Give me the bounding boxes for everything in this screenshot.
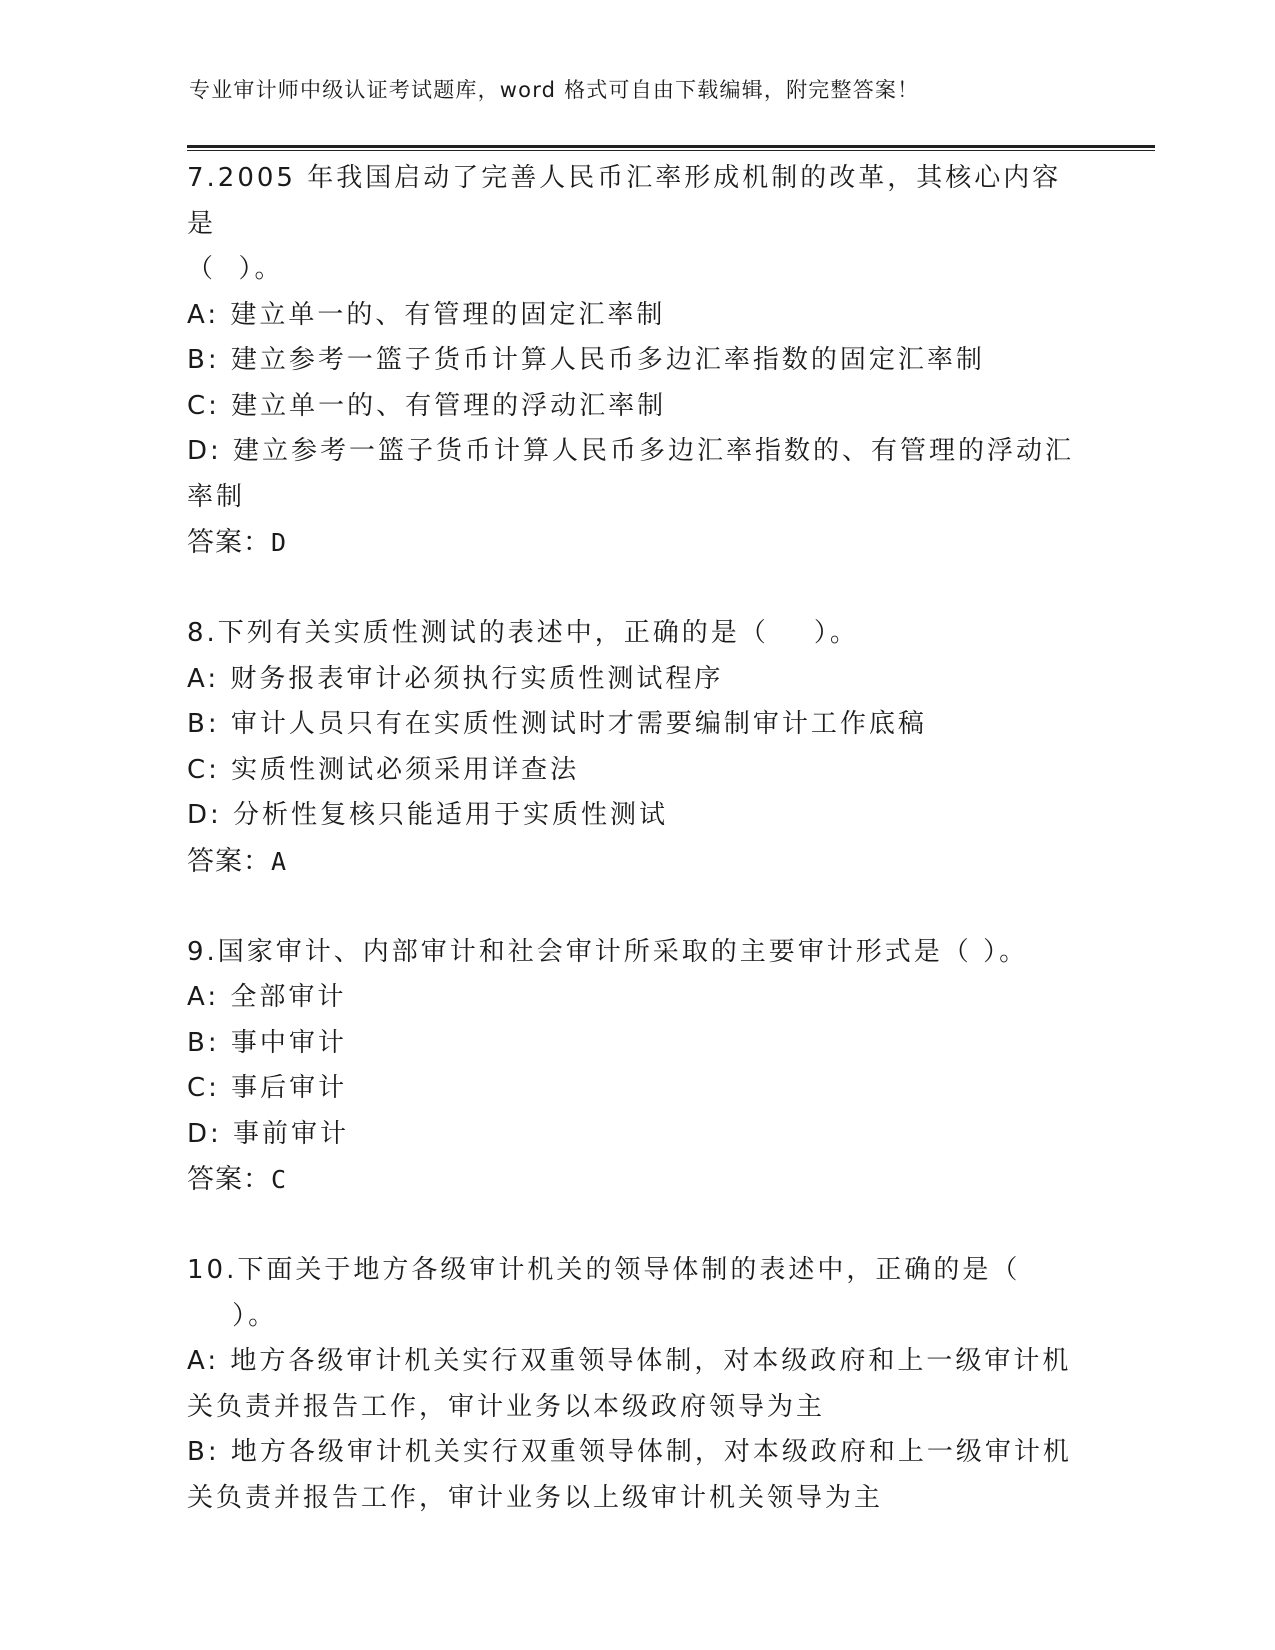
question-gap [187, 1203, 1087, 1249]
question-block [187, 930, 1087, 1203]
answer-label: 答案： [187, 527, 271, 558]
answer-value: A [271, 846, 288, 876]
question-stem-line: ）。 [187, 1300, 278, 1331]
answer-value: D [271, 528, 288, 557]
question-stem-line: 9.国家审计、内部审计和社会审计所采取的主要审计形式是（ ）。 [187, 936, 1029, 967]
option-line: C: 建立单一的、有管理的浮动汇率制 [187, 390, 667, 421]
answer-line [187, 1157, 1087, 1203]
question-list [187, 156, 1087, 1521]
question-stem-line: （ ）。 [187, 254, 284, 284]
option-line: C: 事后审计 [187, 1073, 348, 1103]
option-line: D: 建立参考一篮子货币计算人民币多边汇率指数的、有管理的浮动汇 [187, 436, 1075, 466]
option-line: A: 全部审计 [187, 982, 347, 1012]
page-header: 专业审计师中级认证考试题库，word 格式可自由下载编辑，附完整答案！ [189, 78, 920, 102]
option-line: B: 审计人员只有在实质性测试时才需要编制审计工作底稿 [187, 709, 927, 739]
option-continuation-line: 率制 [187, 481, 246, 512]
answer-label: 答案： [187, 845, 271, 877]
option-line: A: 财务报表审计必须执行实质性测试程序 [187, 663, 724, 694]
answer-line [187, 520, 1087, 566]
header-rule-thin [187, 150, 1155, 151]
option-line: C: 实质性测试必须采用详查法 [187, 754, 580, 785]
option-line: D: 事前审计 [187, 1118, 350, 1149]
option-line: B: 建立参考一篮子货币计算人民币多边汇率指数的固定汇率制 [187, 345, 985, 375]
question-gap [187, 884, 1087, 930]
answer-line [187, 839, 1087, 885]
header-rule-thick [187, 145, 1155, 148]
answer-value: C [271, 1165, 288, 1194]
question-stem-line: 8.下列有关实质性测试的表述中，正确的是（ ）。 [187, 618, 859, 648]
option-continuation-line: 关负责并报告工作，审计业务以上级审计机关领导为主 [187, 1482, 884, 1513]
option-line: A: 建立单一的、有管理的固定汇率制 [187, 299, 666, 330]
question-gap [187, 566, 1087, 612]
option-line: B: 事中审计 [187, 1027, 347, 1058]
option-line: A: 地方各级审计机关实行双重领导体制，对本级政府和上一级审计机 [187, 1346, 1072, 1376]
option-continuation-line: 关负责并报告工作，审计业务以本级政府领导为主 [187, 1391, 826, 1422]
question-block [187, 611, 1087, 884]
question-stem-line: 7.2005 年我国启动了完善人民币汇率形成机制的改革，其核心内容是 [187, 163, 1062, 239]
answer-label: 答案： [187, 1164, 271, 1195]
option-line: B: 地方各级审计机关实行双重领导体制，对本级政府和上一级审计机 [187, 1437, 1072, 1467]
question-block [187, 1248, 1087, 1521]
question-block [187, 156, 1087, 566]
option-line: D: 分析性复核只能适用于实质性测试 [187, 800, 669, 830]
question-stem-line: 10.下面关于地方各级审计机关的领导体制的表述中，正确的是（ [187, 1255, 1021, 1285]
